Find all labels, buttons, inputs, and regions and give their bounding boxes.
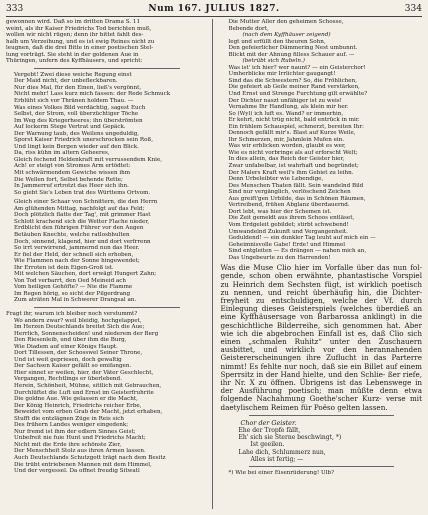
verse-line: Der Dichter naszt unfähiger ist zu weis! — [228, 97, 342, 104]
verse-line: Die goldne Aue. Wie gelassen er die Macht, — [14, 396, 138, 403]
verse-line: Vertreibend, frühen Abglanz überdauernd. — [228, 202, 350, 209]
verse-line: Ihr Schmerzen, mir, Jahmlein Mufen ein. — [228, 136, 345, 143]
verse-line: In Jammerruf ertrotzt das Heer sich ihn. — [14, 183, 129, 190]
verse-line: Schlott krachend sich die Wetter Flache nieder, — [14, 218, 150, 225]
verse-line: Das Ungebeurte zu den Harrenden! — [228, 254, 331, 261]
verse-line: Was wir erblicken worden, glaubt es wer, — [228, 143, 346, 150]
verse-line: Nicht mehr! Lass kurz mich fassen: der Rede Schmuck — [14, 91, 171, 98]
verse-line: Doch plötzlich flatte der Tag', mit grimmer Hast — [14, 212, 151, 219]
verse-line: So irrt verwirrend, jammernd nun das Heer. — [14, 245, 140, 252]
verse-line: Nur dies Mal, für den Einen, ließ's vergönnt, — [14, 84, 142, 91]
verse-line: Geheimnisvolle Gabe! Erde! und Himmel — [228, 241, 346, 248]
page-header — [6, 4, 422, 17]
song-line: Ehe der Tropfe fällt, — [238, 426, 301, 434]
verse-line: Und der vergessel. Da offnet freudig Sitwatl — [14, 468, 140, 475]
verse-line: Nur fremd ist ihm der edlern Sinnes Geist; — [14, 428, 136, 435]
divider — [34, 68, 180, 69]
verse-line: Sporst Kaiser Friedrich unerschrocken sein Roß, — [14, 137, 153, 144]
verse-line: Er fiel der Held, der schnell sich erhoben, — [14, 251, 134, 258]
verse-line: Da, riss kühn im altern Geheeres, — [14, 150, 110, 157]
song-line: Alles ist fertig; — — [250, 455, 304, 463]
verse-line: Er kehrt, nicht trüg nicht, bald entrück in mir. — [228, 117, 360, 124]
verse-line: Stufft die entzlägnen Züge in Reis sich — [14, 415, 124, 422]
stage-direction: (nach dem Kyffhäuser zeigend) — [242, 32, 331, 39]
verse-line: Erdblicht den führigen Führer vor den Augen — [14, 225, 144, 232]
right-column — [219, 19, 423, 509]
verse-line: Auch Deutschlands Schutzgott trägt nach dem Besitz — [14, 455, 166, 461]
stage-direction: (betrübt sich Rubeln.) — [242, 58, 305, 65]
text-line: wollen wir nicht rügen; denn ihr bittet fahlt des- — [6, 32, 144, 39]
page-number-left: 333 — [6, 4, 24, 14]
verse-line: Dennoch gefällt mir's. Blast auf Kurze Weile, — [228, 130, 356, 137]
poem-block-1 — [6, 72, 208, 196]
verse-line: Gleich fechend Heldenkraft mit verrussendem Knie, — [14, 156, 163, 163]
verse-line: Gleich einer Schaar von Schnittern, die den Herrn — [14, 199, 158, 206]
verse-line: Den Riesenleib, und über ihm die Burg, — [14, 337, 127, 344]
review-paragraph: Was die Muse Clio hier im Vorfalle über das nun fol- gende, schon oben erwähnte, phantastische Vorspiel zu Heinrich dem Sechsten fügt, ist wirklich poetisch zu nennen, und reicht überhäufig hin, die Dichter- freyheit zu entschuldigen, welche der Vf. durch Einlegung dieses Geisterspiels (welches überdieß an eine Kyffhäusersage von Barbarossa anklingt) in die geschichtliche Bilderreihe, sich genommen hat. Aber wie ich die abgebrochen Einfall ist es, daß Clio sich einen „schmalen Ruhitz“ unter den Zuschauern ausbittet, und wirklich vor den herannahenden Geistererscheinungen ihre Zuflucht in das Parterre nimmt! Es fehlte nur noch, daß sie ein Billet auf einem Sperrsitz in der Hand hielte, und den Schlie- ßer riefe, ihr Nr. X zu öffnen. Übrigens ist das Lebenswege in der Ausführung poetisch; man müßte denn etwa folgende Nachahmung Goethe'scher Kurz- verse mit daetylischem Reimen für Poëso gelten lassen. — [220, 263, 422, 412]
verse-line: Im Weg des Kriegerheeres; ihn überströmten — [14, 117, 143, 124]
verse-line: Ihr Erroten ist dein Eigen-Groß ist. — [14, 264, 114, 271]
verse-line: Herrlich, Sonnenscheiden! und niederem der Berg — [14, 330, 159, 337]
poem-block-2 — [221, 65, 423, 261]
song-title: Chor der Geister. — [240, 418, 297, 427]
verse-line: Mit welchen Säuchen, dort erwägt Hungert Zahn; — [14, 271, 157, 278]
verse-line: Erblüht sich vor Thränen holdem Thau. — — [14, 98, 134, 105]
verse-line: Die Zeit gemeldt aus ihrem Schoos entläset, — [228, 215, 355, 222]
verse-line: Mit schwärmendem Gewiche wissen ihm — [14, 170, 131, 177]
divider — [249, 415, 395, 416]
verse-line: Blickt mit der Ahnung filless Schauer auf. — — [228, 51, 355, 58]
verse-line: Fragt ihr, warum ich bleiber noch verstummt? — [6, 310, 138, 317]
verse-line: Vom Erdgeleit gebildet; stirbt schwebend! — [228, 221, 349, 228]
verse-line: Ach! er steigt von Stromes Arm ertödtet: — [14, 163, 131, 170]
song-line: Ist geeilen. — [250, 441, 285, 449]
verse-line: Des frühern Landes weniger eingedenk; — [14, 422, 129, 429]
verse-line: Doch, sinnend, klagend, hier und dort verfrrenn — [14, 238, 151, 245]
page-columns — [6, 19, 422, 509]
verse-line: Durchlüftet die Luft und Ernst im Geisterfruhrite — [14, 389, 154, 396]
verse-line: Und lingt kein Bergen wieder auf den Blick. — [14, 143, 139, 150]
left-column — [6, 19, 213, 509]
verse-line: Die trübt entriebenen Mannen mit dem Himmel, — [14, 461, 152, 468]
verse-line: Denn Urbeleibter wie Lebendige, — [228, 176, 324, 183]
verse-line: Was ist' ich hier? wer naunt? — ein Geisterchor! — [228, 64, 366, 71]
verse-line: So giebt Sie's Leben trat des Württems Ortvom. — [14, 189, 151, 196]
verse-line: Umherblicke mir Irrlichter gaugangt! — [228, 71, 336, 78]
song-line: Eh' sich sie Sterne beschwingt, *) — [238, 434, 342, 442]
verse-line: Sind nur vergänglich, verlöschend Zeichen — [228, 189, 351, 196]
verse-line: Und Ernst und Strenge Furchtung gilt erwählte? — [228, 91, 368, 98]
prose-block-1 — [6, 199, 208, 304]
verse-line: Vernahme Ihr Handlung, als klein mir her. — [228, 104, 349, 111]
verse-line: Der Maid nicht, der unbefleckbaren. — [14, 78, 118, 85]
verse-line: Selbst, der Strom, voll überzüchtiger Töche — [14, 111, 139, 118]
verse-line: Den gefeierlicher Dämmering Nest umbunnt. — [228, 45, 358, 52]
verse-line: Beweidet vom erben Grab der Macht, jetzt erhaben, — [14, 409, 163, 416]
verse-line: Vergangen, Rechtlings er überlebend. — [14, 376, 122, 383]
verse-line: Nicht mit die Erde ihre schönste Zier, — [14, 441, 122, 448]
verse-line: Im Herzen Deutschlands breitet Sich die Aue; — [14, 324, 145, 331]
verse-line: Dort lebt, was hier der Schemen ist. — [228, 208, 332, 215]
verse-line: Die Mutter Aller den geheimen Schosse, — [228, 19, 344, 25]
verse-line: Der Sachsen Kaiser gefällt so emifangen. — [14, 363, 132, 370]
verse-line: Dort Tillessen, der Schosswel Seiner Throne, — [14, 350, 143, 357]
verse-line: Und ist weit gepriesen, doch gewaltig — [14, 356, 122, 363]
verse-line: Zwar unfabelbar, ist wahrhaft und begründet; — [228, 163, 359, 170]
intro-text — [6, 19, 208, 65]
verse-line: Auf lockerm Stege Vertrat und Gepäck. — [14, 124, 126, 131]
text-line: weint, als ihr Kaiser Friedrichs Tod berichten muß, — [6, 25, 152, 32]
verse-line: Sind entgleiten — Es drängen — nahen mich an, — [228, 248, 367, 255]
verse-line: Wie Diadem auf einer Königs Haupt. — [14, 343, 118, 350]
footnote: *) Wie bei einer Eisenrüderung! Ulb? — [228, 469, 335, 476]
divider — [249, 466, 395, 467]
verse-line: Wo andern zwar? weil bleidig, hochgelappet, — [14, 317, 142, 324]
divider — [34, 307, 180, 308]
verse-line: Der Menschheit Stolz aus ihren Armen lassen. — [14, 448, 146, 455]
verse-line: Die Wellen fort, Selbst behende Rette; — [14, 176, 123, 183]
verse-line: Des Menschen Thaten fällt. Sein wandelnd Bild — [228, 182, 364, 189]
text-line: halb um Verzeihung, und es ist ewig Reines nicht zu — [6, 38, 155, 45]
verse-line: Der Warnung taub, des Weilens ungeduldig, — [14, 130, 140, 137]
text-line: leugnen, daß die drei Bitte in einer poetischen Stel- — [6, 45, 154, 52]
verse-line: legt und erfüllt den theuren Sohn, — [228, 38, 326, 45]
verse-line: Sind das die Schwestern? So, die Fröhlichen, — [228, 77, 357, 84]
verse-line: Der Malers Kraft weil's ihm Gebiet zu leihn. — [228, 169, 354, 176]
text-line: gewonnen wird. Daß so im dritten Drama S. 11 — [6, 19, 141, 25]
prose-block-2 — [6, 311, 208, 475]
page-number-right: 334 — [404, 4, 422, 14]
verse-line: Ein frühlem Schauspiel, schmerzt, bereiten Ihr: — [228, 123, 364, 130]
verse-line: Wie Flammen nach der Sonne hingewendet; — [14, 258, 140, 265]
verse-line: Was eines Volkes Bild verdächtig, sagest Euch — [14, 104, 146, 111]
verse-line: Hier sinnet er weilen, hier, der Väter Geschlecht, — [14, 369, 154, 376]
verse-line: Bebende dort, — [228, 25, 269, 32]
verse-line: Vergebt! Zwei diese weiche Regung einst — [14, 71, 132, 78]
verse-line: Zum aträten Mal in Schwerer Drangsal an. — [14, 297, 137, 304]
verse-line: Vom heiligen Gehöfte? — Nie die Flamme — [14, 284, 133, 291]
verse-line: Geduldend! — ein dunkler Tag leuht auf mich ein — — [228, 235, 376, 242]
verse-line: So (Wyl) ich luft es. Wand? er immerhin, — [228, 110, 344, 117]
text-line: lung vorträgt. Sie steht in der goldenen Aue in — [6, 51, 139, 58]
verse-line: Im Regen hörig, so sicht der Pilgerdrang — [14, 290, 131, 297]
verse-line: Von Tod verbarrt, den Oed Meineid ach — [14, 277, 126, 284]
verse-line: Aus greift'gen Urbilde, das in Schönen Räumen, — [228, 195, 366, 202]
verse-line: Betäuben Knechte, welche ratlosbhulten — [14, 231, 130, 238]
issue-title: Num 167. JULIUS 1827. — [148, 4, 280, 14]
verse-line: Der König Heinrich, Friedrichs reicher Erbe, — [14, 402, 142, 409]
text-line: Thüringen, unfern des Kyffhäusers, und spricht: — [6, 58, 143, 65]
verse-line: Die gefeiert ab Geile meiner Rand verstärken, — [228, 84, 360, 91]
verse-line: Unbefreit nie fuie Hunt und Friedrichs Macht; — [14, 435, 146, 442]
verse-line: In dies allein, das Reich der Geister hier, — [228, 156, 345, 163]
verse-line: Am glühenden Mittag, nachfolgt auf das Feld; — [14, 205, 145, 212]
verse-line: Umwandelnd Zukunft und Vergangenheit. — [228, 228, 348, 235]
verse-line: Wie es nicht vorbringe als auf erforscht Welt; — [228, 149, 358, 156]
verse-line: Herein, Schönheit, Mühne, sittlich mit Gebrauchen, — [14, 382, 162, 389]
song-line: Lahe dich, Schlummerz nun, — [238, 448, 326, 456]
